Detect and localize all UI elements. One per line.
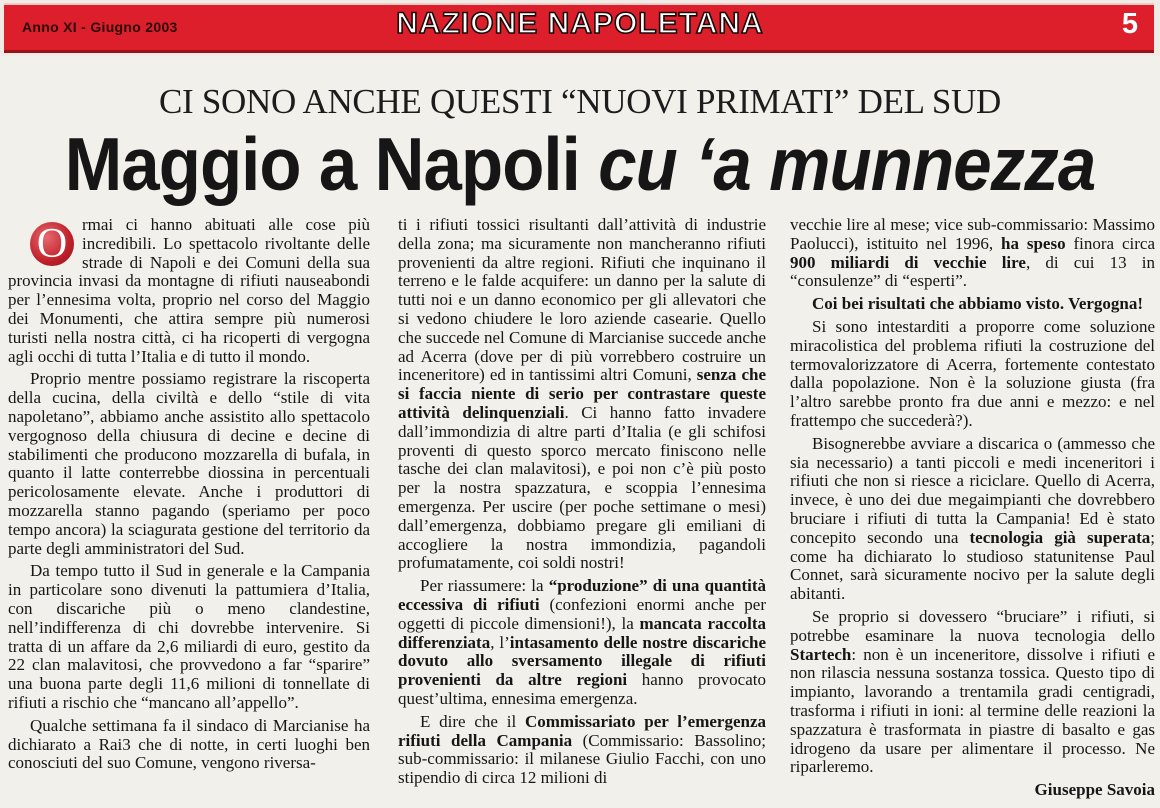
text-run: (confezioni enormi anche per oggetti di piccole dimensioni!), la: [398, 594, 766, 633]
paragraph: [790, 608, 1155, 777]
article-kicker: CI SONO ANCHE QUESTI “NUOVI PRIMATI” DEL SUD: [159, 82, 1001, 121]
article-column-2: [398, 216, 766, 806]
text-run: , di cui 13 in “consulenze” di “esperti”.: [790, 252, 1155, 291]
bold-run: 900 miliardi di vecchie lire: [790, 252, 1026, 272]
paragraph: [790, 216, 1155, 291]
newspaper-name: NAZIONE NAPOLETANA: [396, 7, 764, 40]
paragraph: [398, 713, 766, 788]
paragraph: [790, 435, 1155, 604]
text-run: hanno provocato quest’ultima, ennesima emergenza.: [398, 670, 766, 708]
article-column-3: [790, 216, 1155, 806]
bold-run: intasamento delle nostre discariche dovuto allo sversamento illegale di rifiuti provenienti da altre regioni: [398, 632, 766, 690]
headline-plain: Maggio a Napoli: [64, 122, 599, 206]
text-run: Bisognerebbe avviare a discarica o (ammesso che sia necessario) a tanti piccoli e medi inceneritori i rifiuti che non si riesce a riciclare. Quello di Acerra, invece, è uno dei due megaimpianti che dovrebbero bruciare i rifiuti di tutta la Campania! Ed è stato concepito secondo una: [790, 433, 1155, 547]
text-run: (Commissario: Bassolino; sub-commissario: il milanese Giulio Facchi, con uno stipendio di circa 12 milioni di: [398, 730, 766, 788]
author-signature: Giuseppe Savoia: [1034, 780, 1155, 800]
bold-run: Commissariato per l’emergenza rifiuti della Campania: [398, 711, 766, 750]
masthead: [0, 0, 1160, 56]
bold-run: mancata raccolta differenziata: [398, 613, 766, 652]
paragraph: [790, 295, 1155, 314]
article-headline: [46, 121, 1113, 207]
text-run: finora circa: [1065, 233, 1155, 253]
paragraph: Qualche settimana fa il sindaco di Marcianise ha dichiarato a Rai3 che di notte, in certi luoghi ben conosciuti del suo Comune, vengono riversa-: [8, 715, 370, 773]
text-run: , l’: [490, 632, 510, 652]
bold-run: ha speso: [1001, 233, 1066, 253]
paragraph: [8, 216, 370, 366]
paragraph: Si sono intestarditi a proporre come soluzione miracolistica del problema rifiuti la costruzione del termovalorizzatore di Acerra, fortemente contestato dalla popolazione. Non è la soluzione giusta (fra l’altro sarebbe pronto fra due anni e mezzo: e nel frattempo che succederà?).: [790, 316, 1155, 430]
page-number: 5: [1121, 8, 1138, 40]
paragraph: Da tempo tutto il Sud in generale e la Campania in particolare sono divenuti la pattumiera d’Italia, con discariche più o meno clandestine, nell’indifferenza di chi dovrebbe intervenire. Si tratta di un affare da 2,6 miliardi di euro, gestito da 22 clan malavitosi, che provvedono a far “sparire” una buona parte degli 11,6 milioni di tonnellate di rifiuti a rischio che “mancano all’appello”.: [8, 561, 370, 712]
issue-date: Anno XI - Giugno 2003: [22, 19, 178, 35]
paragraph: Proprio mentre possiamo registrare la riscoperta della cucina, della civiltà e dello “stile di vita napoletano”, abbiamo anche assistito allo spettacolo vergognoso della chiusura di decine e decine di stabilimenti che producono mozzarella di bufala, in quanto il latte conterrebbe diossina in percentuali pericolosamente elevate. Anche i produttori di mozzarella stanno pagando (speriamo per poco tempo ancora) la sciagurata gestione del territorio da parte degli amministratori del Sud.: [8, 369, 370, 558]
bold-run: “produzione” di una quantità eccessiva di rifiuti: [398, 576, 766, 614]
text-run: . Ci hanno fatto invadere dall’immondizia di altre parti d’Italia (e gli schifosi proventi di questo sporco mercato finiscono nelle tasche dei clan malavitosi), e poi non c’è più posto per la nostra spazzatura, e scoppia l’ennesima emergenza. Per uscire (per poche settimane o mesi) dall’emergenza, dobbiamo pregare gli emiliani di accogliere la nostra immondizia, pagandoli profumatamente, coi soldi nostri!: [398, 402, 766, 573]
text-run: : non è un inceneritore, dissolve i rifiuti e non rilascia nessuna sostanza tossica. Questo tipo di impianto, lavorando a trentamila gradi centigradi, trasforma i rifiuti in ioni: al termine delle reazioni la spazzatura è trasformata in piastre di basalto e gas idrogeno da usare per alimentare il processo. Ne riparleremo.: [790, 644, 1155, 777]
headline-italic: cu ‘a munnezza: [598, 122, 1096, 206]
paragraph-text: rmai ci hanno abituati alle cose più incredibili. Lo spettacolo rivoltante delle strade di Napoli e dei Comuni della sua provincia invasi da montagne di rifiuti nauseabondi per l’ennesima volta, proprio nel corso del Maggio dei Monumenti, che attira sempre più numerosi turisti nella nostra città, ci ha ricoperti di vergogna agli occhi di tutta l’Italia e di tutto il mondo.: [8, 216, 370, 366]
paragraph: [398, 216, 766, 573]
text-run: vecchie lire al mese; vice sub-commissario: Massimo Paolucci), istituito nel 1996,: [790, 216, 1155, 253]
bold-run: Startech: [790, 644, 852, 664]
text-run: E dire che il: [420, 711, 525, 731]
paragraph: [398, 577, 766, 709]
text-run: ; come ha dichiarato lo studioso statunitense Paul Connet, sarà sicuramente nocivo per la salute degli abitanti.: [790, 527, 1155, 604]
bold-run: tecnologia già superata: [969, 527, 1151, 547]
bold-run: senza che si faccia niente di serio per contrastare queste attività delinquenziali: [398, 365, 766, 422]
text-run: ti i rifiuti tossici risultanti dall’attività di industrie della zona; ma sicuramente non mancheranno rifiuti provenienti da altre regioni. Rifiuti che inquinano il terreno e le falde acquifere: un danno per la salute di tutti noi e un danno economico per gli allevatori che si vedono chiudere le loro aziende casearie. Quello che succede nel Comune di Marcianise succede anche ad Acerra (dove per di più vorrebbero costruire un inceneritore) ed in tantissimi altri Comuni,: [398, 216, 766, 385]
bold-run: Coi bei risultati che abbiamo visto. Vergogna!: [812, 294, 1144, 314]
drop-cap: O: [30, 222, 74, 266]
article-column-1: [8, 216, 370, 806]
text-run: Se proprio si dovessero “bruciare” i rifiuti, si potrebbe esaminare la nuova tecnologia dello: [790, 606, 1155, 645]
text-run: Per riassumere: la: [420, 576, 549, 596]
